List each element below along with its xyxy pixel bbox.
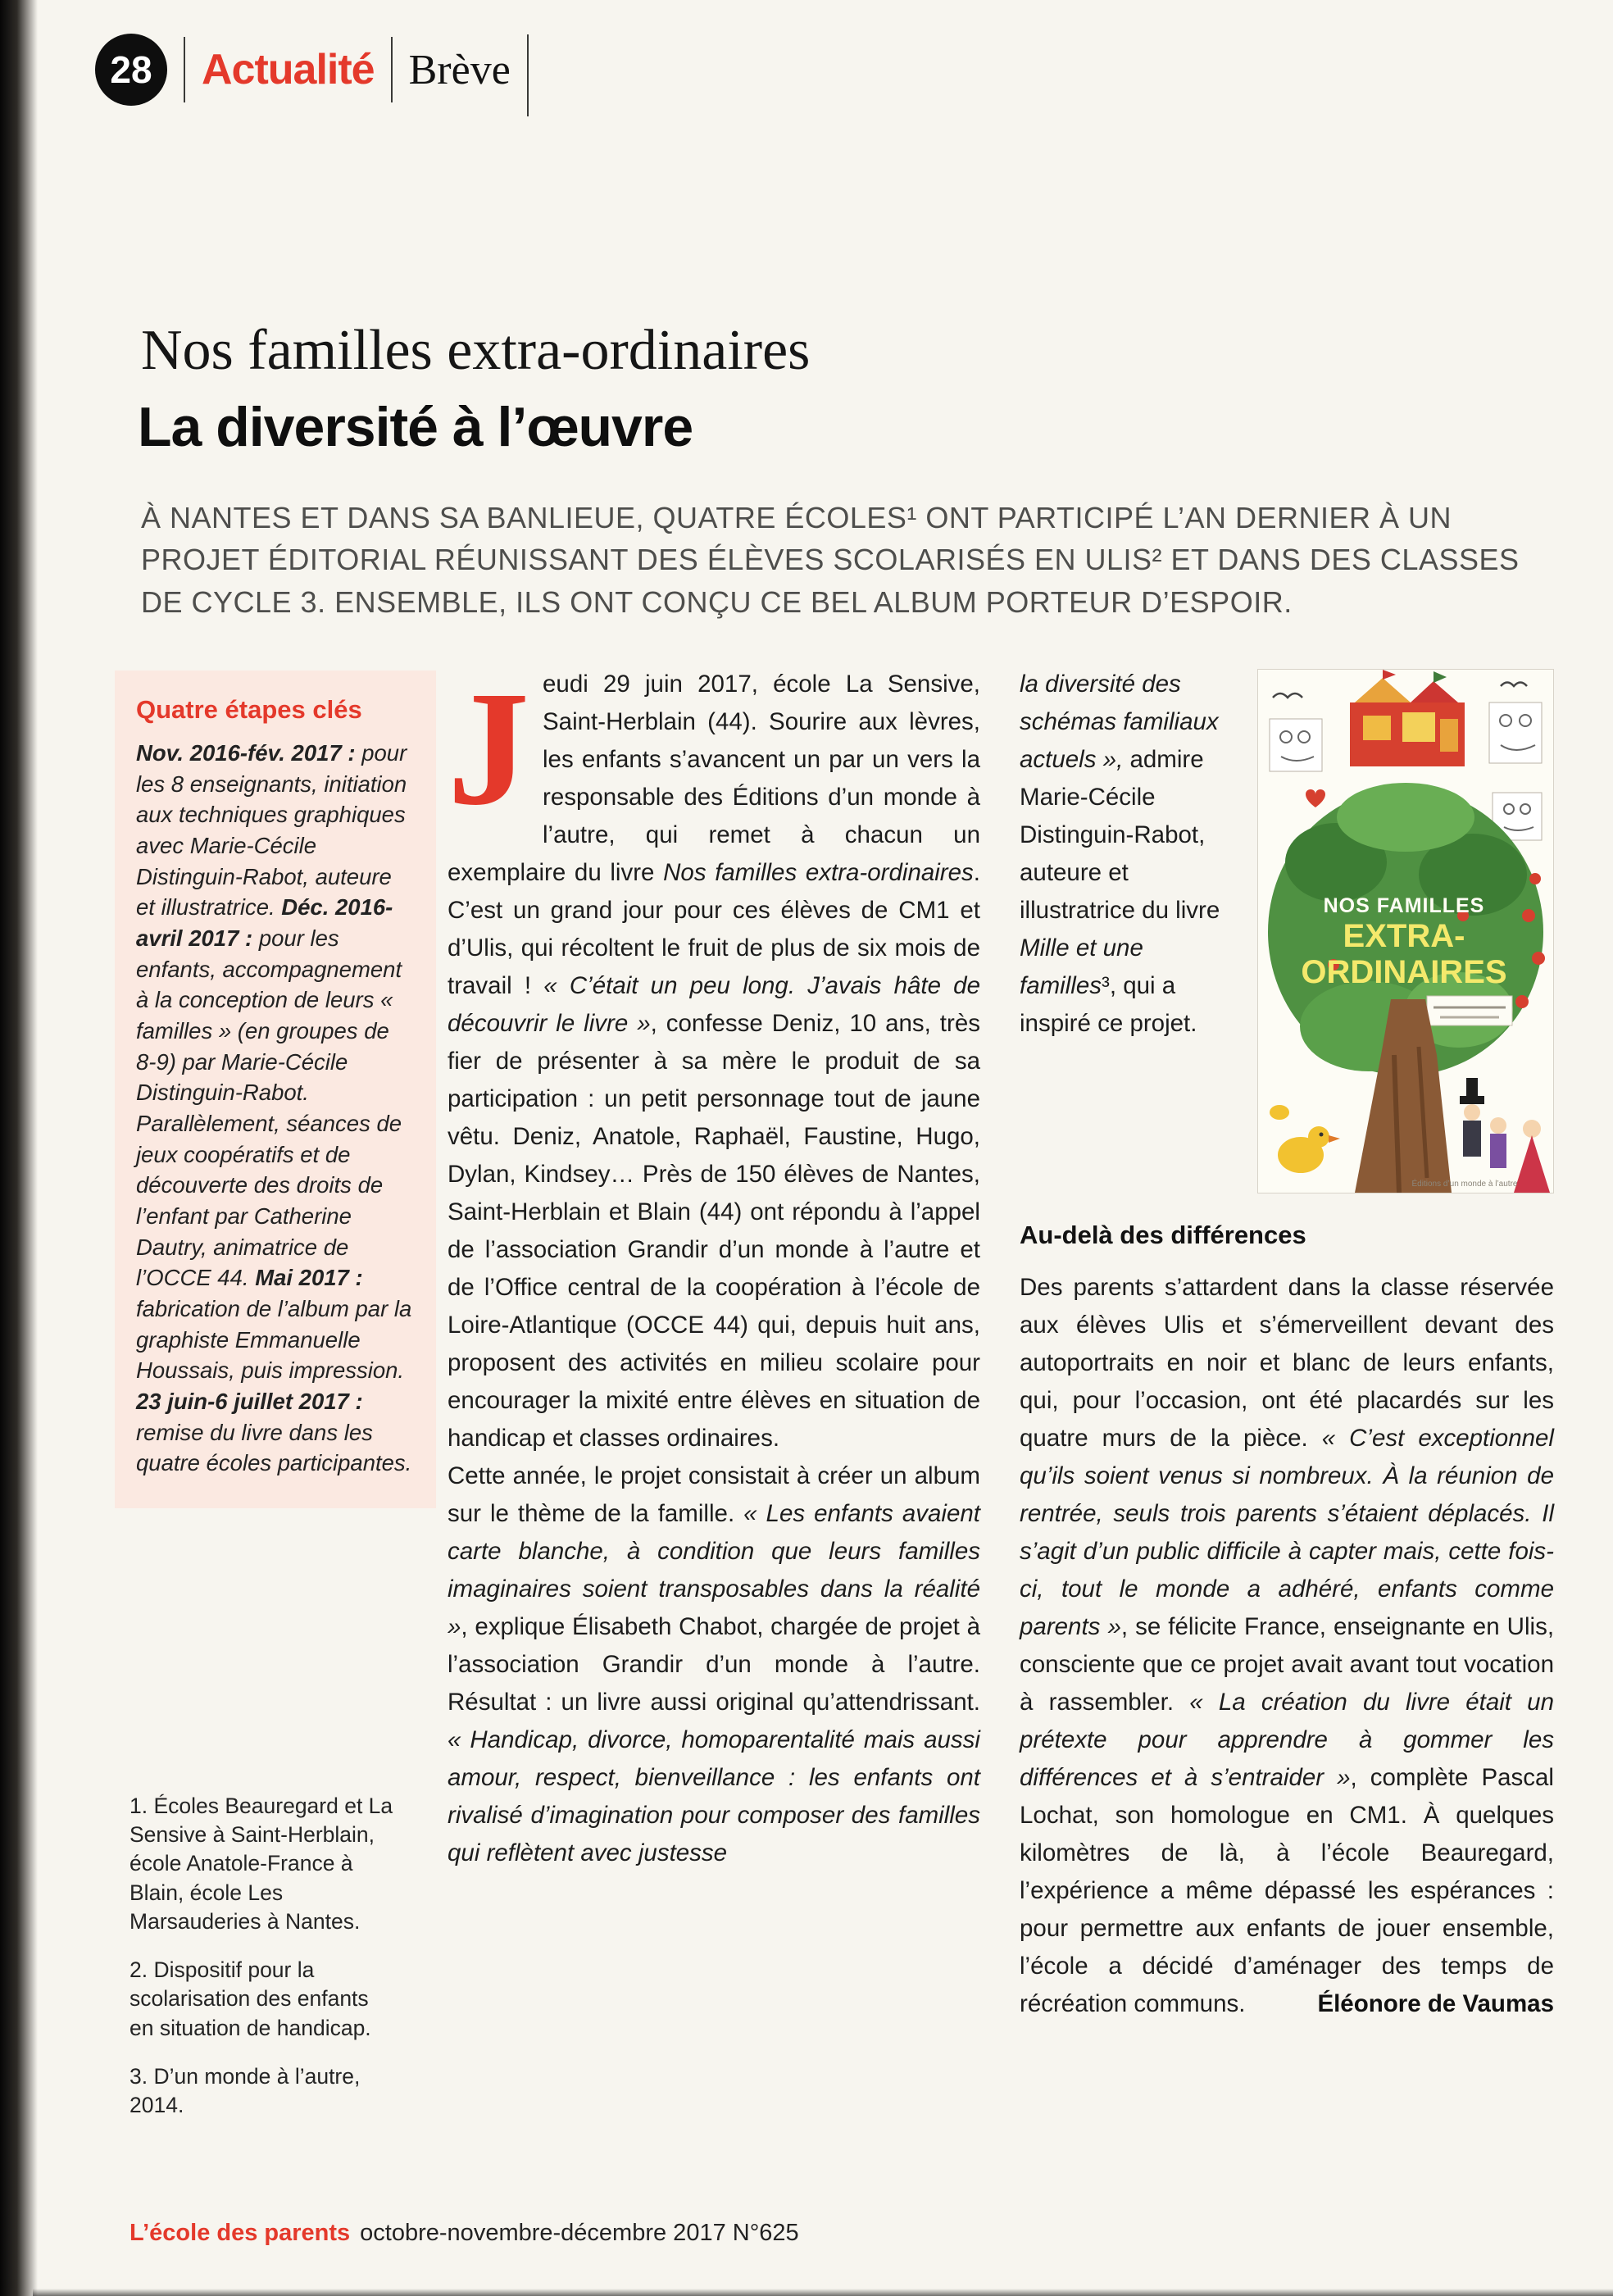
- key-step-date: 23 juin-6 juillet 2017 :: [136, 1389, 363, 1415]
- key-step-date: Nov. 2016-fév. 2017 :: [136, 740, 362, 766]
- footnotes: [129, 1792, 393, 2139]
- author-box: [1427, 996, 1512, 1025]
- article-paragraph: [448, 658, 980, 1457]
- key-step-text: remise du livre dans les quatre écoles participantes.: [136, 1419, 412, 1476]
- paragraph-text: la diversité des schémas familiaux actuels », admire Marie-Cécile Distinguin-Rabot, auteure et illustratrice du livre Mille et une familles³, qui a inspiré ce projet.: [1020, 671, 1220, 1037]
- book-cover-illustration: [1258, 670, 1553, 1193]
- paragraph-text: eudi 29 juin 2017, école La Sensive, Saint-Herblain (44). Sourire aux lèvres, les enfants s’avancent un par un vers la responsable des Éditions d’un monde à l’autre, qui remet à chacun un exemplaire du livre Nos familles extra-ordinaires. C’est un grand jour pour ces élèves de CM1 et d’Ulis, qui récoltent le fruit de plus de six mois de travail ! « C’était un peu long. J’avais hâte de découvrir le livre », confesse Deniz, 10 ans, très fier de présenter à sa mère le produit de sa participation : un petit personnage tout de jaune vêtu. Deniz, Anatole, Raphaël, Faustine, Hugo, Dylan, Kindsey… Près de 150 élèves de Nantes, Saint-Herblain et Blain (44) ont répondu à l’appel de l’association Grandir d’un monde à l’autre et de l’Office central de la coopération à l’école de Loire-Atlantique (OCCE 44) qui, depuis huit ans, proposent des activités en milieu scolaire pour encourager la mixité entre élèves en situation de handicap et classes ordinaires.: [448, 671, 980, 1452]
- subheading: Au-delà des différences: [1020, 1221, 1306, 1249]
- page-footer: [129, 2220, 799, 2247]
- subsection-label: Brève: [408, 46, 511, 93]
- header-divider: [184, 37, 185, 102]
- cover-title-line3: ORDINAIRES: [1301, 954, 1507, 990]
- page-number-badge: [95, 34, 167, 106]
- key-step-text: fabrication de l’album par la graphiste Emmanuelle Houssais, puis impression.: [136, 1296, 412, 1384]
- article-kicker: Nos familles extra-ordinaires: [141, 319, 811, 382]
- footnote: 1. Écoles Beauregard et La Sensive à Saint-Herblain, école Anatole-France à Blain, école Les Marsauderies à Nantes.: [129, 1794, 393, 1934]
- key-step-text: pour les enfants, accompagnement à la conception de leurs « familles » (en groupes de 8-9) par Marie-Cécile Distinguin-Rabot. Parallèlement, séances de jeux coopératifs et de découverte des droits de l’enfant par Catherine Dautry, animatrice de l’OCCE 44.: [136, 925, 402, 1291]
- article-title: La diversité à l’œuvre: [138, 396, 693, 458]
- page-number: 28: [110, 48, 152, 91]
- footnote: 2. Dispositif pour la scolarisation des enfants en situation de handicap.: [129, 1957, 371, 2040]
- key-step-date: Mai 2017 :: [255, 1265, 363, 1291]
- article-column-right: [1020, 666, 1554, 2023]
- book-cover-image: [1257, 669, 1554, 1193]
- issue-info: octobre-novembre-décembre 2017 N°625: [360, 2220, 799, 2246]
- key-step-date: Déc. 2016-avril 2017 :: [136, 894, 393, 952]
- article-paragraph: [448, 1457, 980, 1872]
- cover-title-line2: EXTRA-: [1343, 918, 1465, 954]
- cover-title-line1: NOS FAMILLES: [1323, 894, 1485, 917]
- key-step: [136, 738, 415, 1479]
- article-paragraph: [1020, 1269, 1554, 2023]
- paragraph-text: Cette année, le projet consistait à créer un album sur le thème de la famille. « Les enfants avaient carte blanche, à condition que leurs familles imaginaires soient transposables dans la réalité », explique Élisabeth Chabot, chargée de projet à l’association Grandir d’un monde à l’autre. Résultat : un livre aussi original qu’attendrissant. « Handicap, divorce, homoparentalité mais aussi amour, respect, bienveillance : les enfants ont rivalisé d’imagination pour composer des familles qui reflètent avec justesse: [448, 1462, 980, 1866]
- key-step-text: pour les 8 enseignants, initiation aux techniques graphiques avec Marie-Cécile Distinguin-Rabot, auteure et illustratrice.: [136, 740, 407, 921]
- paragraph-text: Des parents s’attardent dans la classe réservée aux élèves Ulis et s’émerveillent devant des autoportraits en noir et blanc de leurs enfants, qui, pour l’occasion, ont été placardés sur les quatre murs de la pièce. « C’est exceptionnel qu’ils soient venus si nombreux. À la réunion de rentrée, seuls trois parents s’étaient déplacés. Il s’agit d’un public difficile à capter mais, cette fois-ci, tout le monde a adhéré, enfants comme parents », se félicite France, enseignante en Ulis, consciente que ce projet avait avant tout vocation à rassembler. « La création du livre était un prétexte pour apprendre à gommer les différences et à s’entraider », complète Pascal Lochat, son homologue en CM1. À quelques kilomètres de là, à l’école Beauregard, l’expérience a même dépassé les espérances : pour permettre aux enfants de jouer ensemble, l’école a décidé d’aménager des temps de récréation communs.: [1020, 1274, 1555, 2017]
- cover-publisher: Éditions d’un monde à l’autre: [1411, 1180, 1518, 1189]
- scan-edge-bottom: [33, 2289, 1613, 2296]
- drop-cap: J: [448, 658, 529, 839]
- byline: Éléonore de Vaumas: [1317, 1990, 1554, 2017]
- article-column-main: [448, 658, 980, 1872]
- page-header: [95, 33, 529, 107]
- standfirst: À NANTES ET DANS SA BANLIEUE, QUATRE ÉCOLES¹ ONT PARTICIPÉ L’AN DERNIER À UN PROJET ÉDITORIAL RÉUNISSANT DES ÉLÈVES SCOLARISÉS EN ULIS² ET DANS DES CLASSES DE CYCLE 3. ENSEMBLE, ILS ONT CONÇU CE BEL ALBUM PORTEUR D’ESPOIR.: [141, 501, 1520, 619]
- header-divider: [391, 37, 393, 102]
- scan-edge-left: [0, 0, 38, 2296]
- section-label: Actualité: [202, 46, 375, 93]
- key-steps-title: Quatre étapes clés: [136, 695, 362, 724]
- footnote: 3. D’un monde à l’autre, 2014.: [129, 2063, 361, 2118]
- key-steps-box: [115, 671, 436, 1508]
- header-divider: [527, 34, 529, 116]
- magazine-name: L’école des parents: [129, 2220, 351, 2246]
